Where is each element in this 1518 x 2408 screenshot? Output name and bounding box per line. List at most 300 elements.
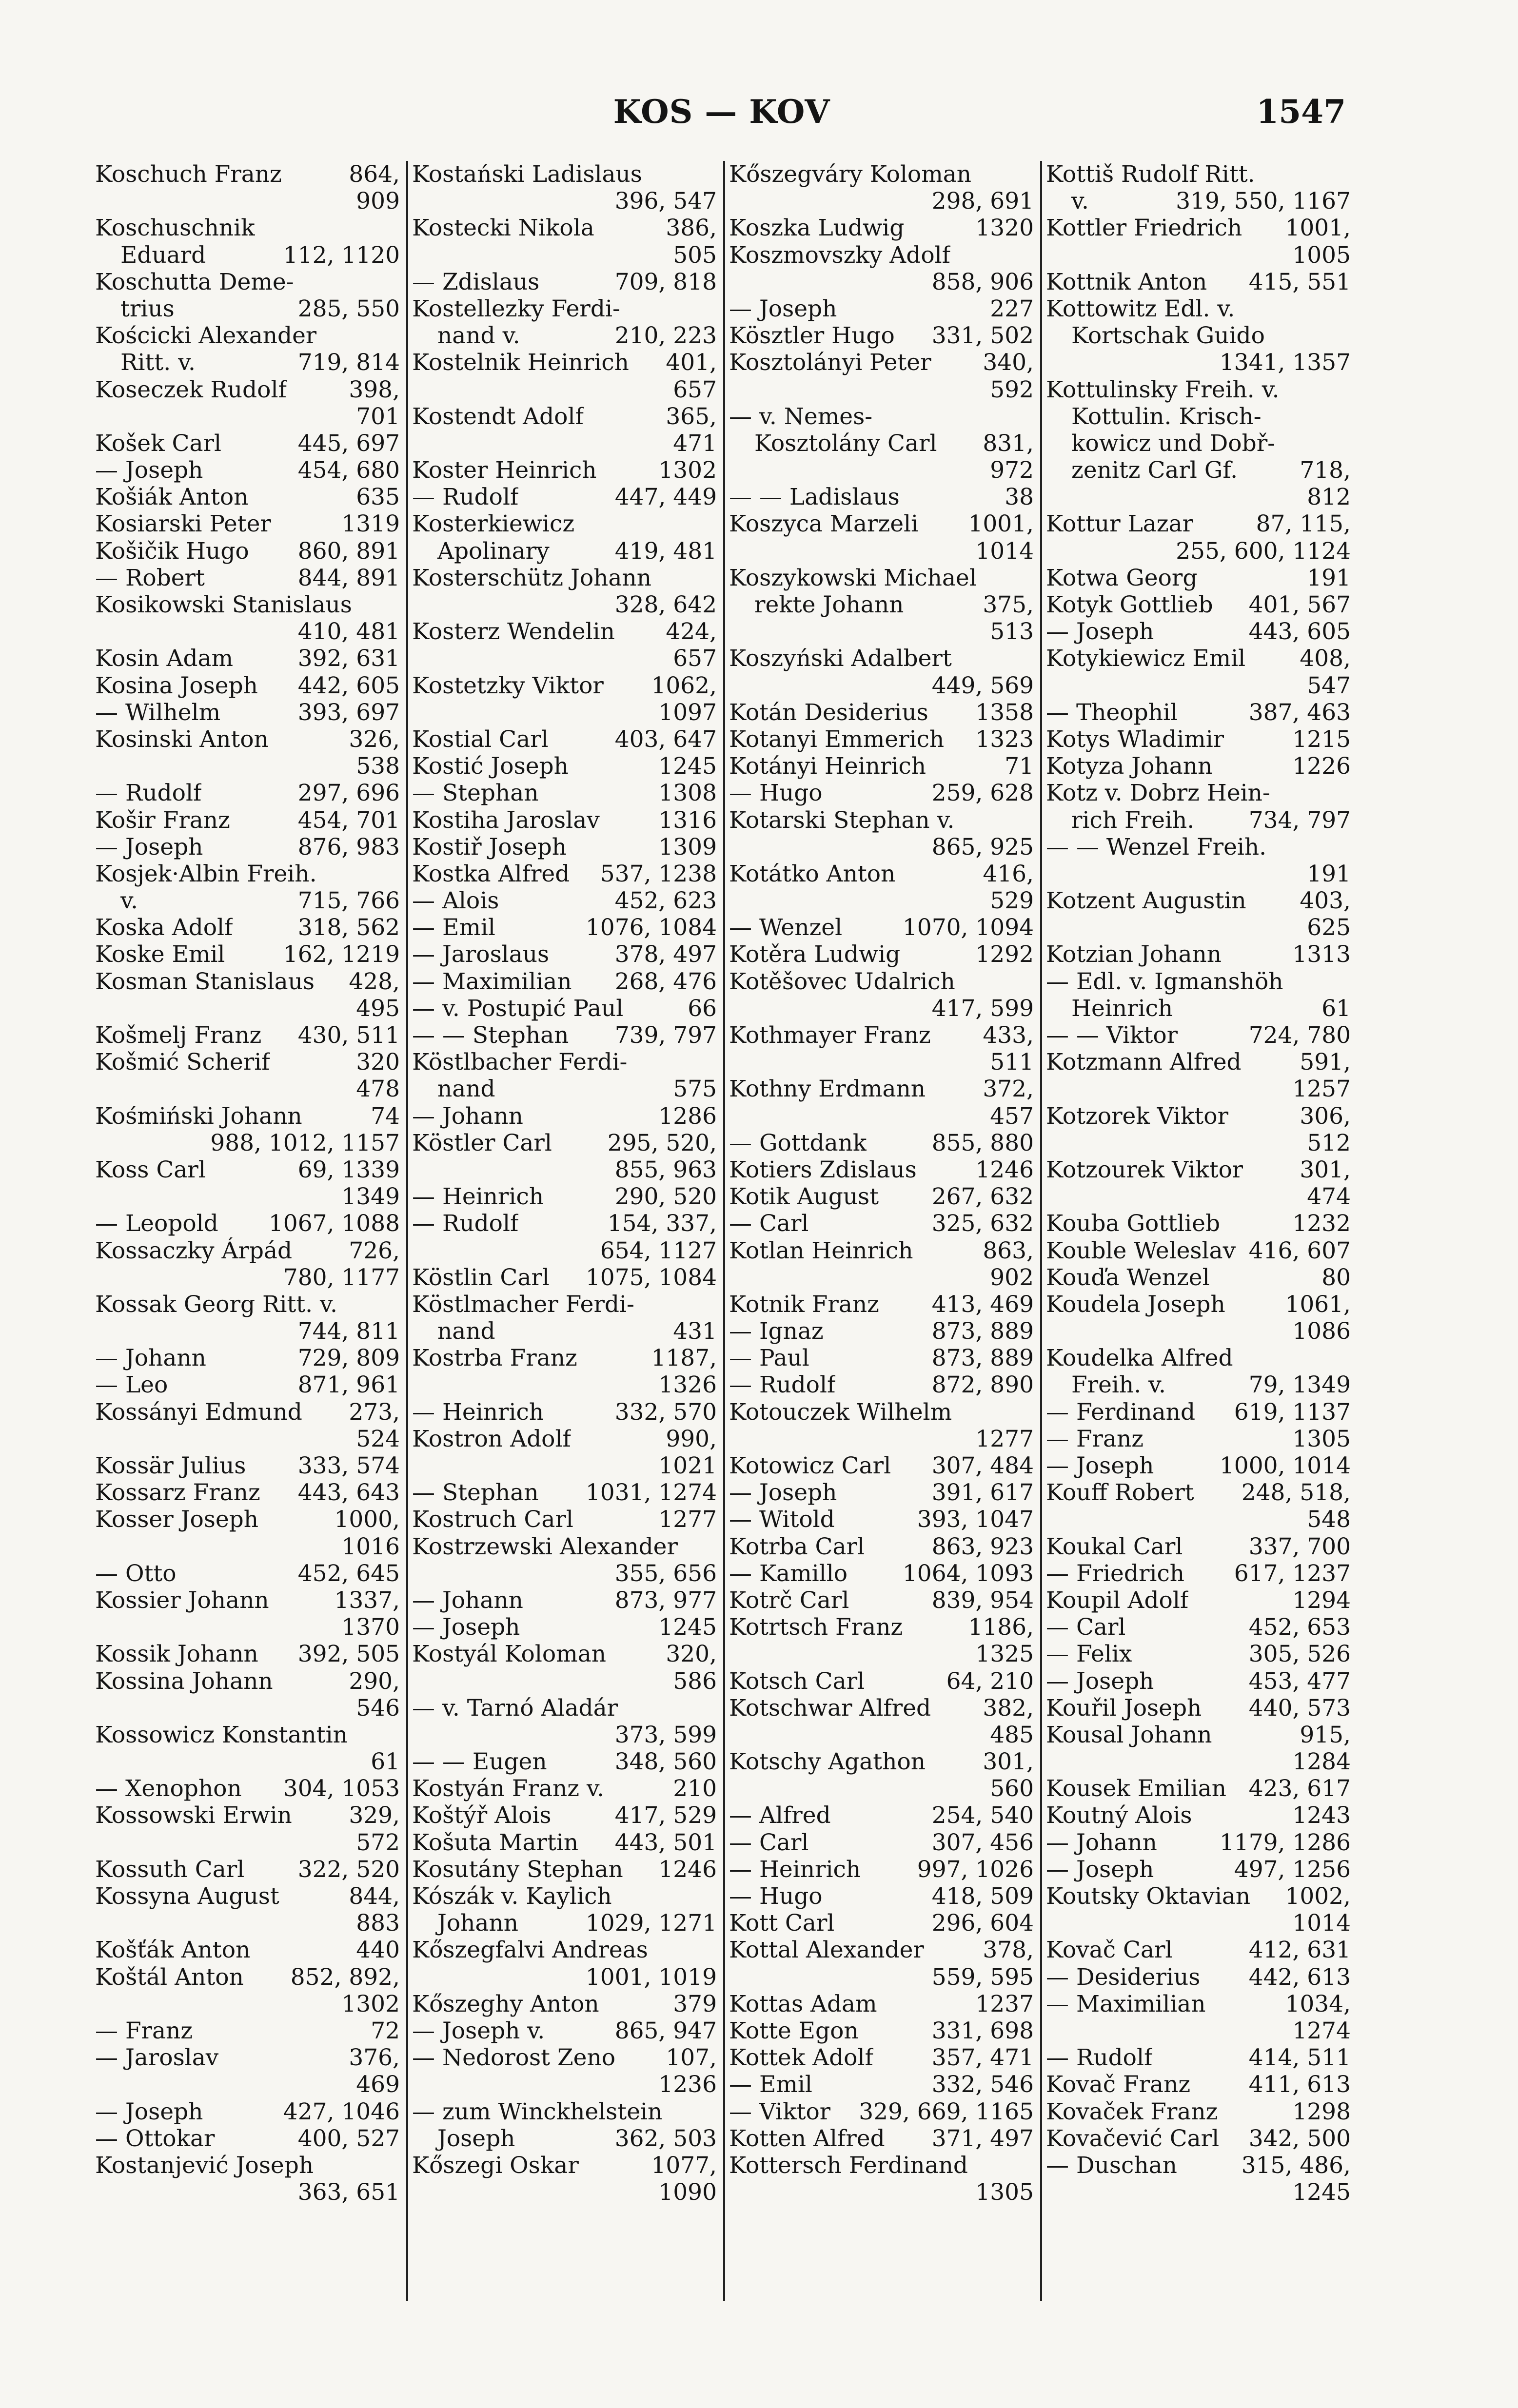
entry-name: Kossarz Franz xyxy=(95,1479,260,1507)
index-entry xyxy=(412,2044,717,2071)
entry-page-refs: 1021 xyxy=(658,1452,717,1479)
entry-name: Kottal Alexander xyxy=(729,1937,924,1964)
entry-page-refs: 619, 1137 xyxy=(1234,1398,1351,1426)
entry-page-refs: 726, xyxy=(349,1237,400,1264)
entry-page-refs: 417, 529 xyxy=(614,1802,717,1829)
entry-name: Kosterschütz Johann xyxy=(412,564,651,591)
index-entry xyxy=(729,807,1034,834)
index-entry xyxy=(1046,1049,1351,1076)
entry-name: Kottnik Anton xyxy=(1046,268,1207,295)
entry-name: — Jaroslav xyxy=(95,2044,219,2072)
index-entry-continuation xyxy=(95,1318,400,1345)
index-entry xyxy=(95,1371,400,1398)
entry-name: Kostetzky Viktor xyxy=(412,672,604,699)
entry-page-refs: 337, 700 xyxy=(1248,1533,1351,1560)
entry-page-refs: 296, 604 xyxy=(931,1910,1034,1937)
entry-page-refs: 447, 449 xyxy=(614,484,717,511)
entry-page-refs: 478 xyxy=(356,1076,400,1103)
entry-name: Kościcki Alexander xyxy=(95,322,317,350)
entry-name: Kosterz Wendelin xyxy=(412,618,615,646)
entry-page-refs: 428, xyxy=(349,968,400,995)
entry-name: — Rudolf xyxy=(95,780,202,807)
index-entry xyxy=(729,1318,1034,1345)
entry-name: Kostiha Jaroslav xyxy=(412,806,600,834)
index-entry xyxy=(729,1560,1034,1587)
entry-page-refs: 559, 595 xyxy=(931,1963,1034,1991)
index-entry xyxy=(95,510,400,537)
entry-page-refs: 990, xyxy=(666,1425,717,1452)
entry-name: Kotzourek Viktor xyxy=(1046,1156,1243,1183)
index-entry xyxy=(95,1856,400,1883)
index-entry-continuation xyxy=(412,1560,717,1587)
entry-name: — Joseph xyxy=(412,1614,520,1641)
entry-name: — v. Postupić Paul xyxy=(412,995,624,1022)
index-entry xyxy=(1046,1614,1351,1641)
column-divider xyxy=(406,161,408,2301)
index-entry xyxy=(1046,1587,1351,1614)
index-entry xyxy=(412,834,717,861)
index-entry xyxy=(729,753,1034,780)
entry-page-refs: 442, 613 xyxy=(1248,1963,1351,1991)
index-entry xyxy=(95,645,400,672)
entry-page-refs: 1077, xyxy=(651,2152,717,2179)
index-entry xyxy=(1046,565,1351,591)
index-entry xyxy=(412,1022,717,1049)
entry-page-refs: 413, 469 xyxy=(931,1291,1034,1318)
entry-name: Kosztolány Carl xyxy=(754,430,937,457)
entry-name: zenitz Carl Gf. xyxy=(1071,457,1238,484)
entry-page-refs: 69, 1339 xyxy=(297,1156,400,1183)
index-entry xyxy=(95,672,400,699)
index-entry-continuation xyxy=(1046,484,1351,510)
entry-page-refs: 400, 527 xyxy=(297,2125,400,2152)
index-entry-continuation xyxy=(1046,538,1351,565)
entry-page-refs: 744, 811 xyxy=(297,1318,400,1345)
entry-page-refs: 396, 547 xyxy=(614,188,717,215)
entry-page-refs: 657 xyxy=(673,376,717,403)
entry-page-refs: 386, xyxy=(666,215,717,242)
index-entry-continuation xyxy=(729,538,1034,565)
entry-name: Eduard xyxy=(120,241,206,269)
index-entry xyxy=(1046,834,1351,861)
entry-page-refs: 1313 xyxy=(1292,941,1351,968)
entry-name: Kostruch Carl xyxy=(412,1506,573,1533)
index-entry xyxy=(95,1506,400,1533)
entry-name: — Rudolf xyxy=(1046,2044,1153,2072)
entry-name: Kotátko Anton xyxy=(729,860,896,887)
entry-page-refs: 457 xyxy=(990,1102,1034,1130)
entry-page-refs: 1319 xyxy=(341,510,400,538)
entry-page-refs: 443, 605 xyxy=(1248,618,1351,646)
entry-page-refs: 1001, 1019 xyxy=(585,1963,717,1991)
entry-name: — — Wenzel Freih. xyxy=(1046,833,1267,861)
entry-name: Kostański Ladislaus xyxy=(412,161,642,188)
entry-page-refs: 295, 520, xyxy=(607,1129,717,1156)
entry-page-refs: 453, 477 xyxy=(1248,1667,1351,1695)
index-entry xyxy=(729,2125,1034,2152)
index-entry xyxy=(412,1883,717,1910)
index-entry-continuation xyxy=(412,591,717,618)
index-entry xyxy=(412,349,717,376)
entry-name: Koszyński Adalbert xyxy=(729,645,952,672)
index-entry-continuation xyxy=(95,2071,400,2098)
index-entry-continuation xyxy=(95,188,400,215)
index-entry-continuation xyxy=(1046,1748,1351,1775)
index-entry xyxy=(412,1183,717,1210)
entry-name: Kösztler Hugo xyxy=(729,322,895,350)
index-entry xyxy=(729,1156,1034,1183)
index-entry xyxy=(412,995,717,1022)
entry-name: Kotzmann Alfred xyxy=(1046,1049,1242,1076)
entry-name: Kouff Robert xyxy=(1046,1479,1194,1507)
index-entry xyxy=(95,968,400,995)
entry-name: Kotrč Carl xyxy=(729,1586,849,1614)
entry-name: Kottowitz Edl. v. xyxy=(1046,295,1235,322)
entry-page-refs: 495 xyxy=(356,995,400,1022)
entry-name: Koss Carl xyxy=(95,1156,206,1183)
entry-name: — Felix xyxy=(1046,1641,1132,1668)
index-entry xyxy=(1046,2071,1351,2098)
entry-name: — Maximilian xyxy=(1046,1990,1206,2017)
index-entry xyxy=(95,1587,400,1614)
entry-name: Koukal Carl xyxy=(1046,1533,1183,1560)
entry-page-refs: 724, 780 xyxy=(1248,1022,1351,1049)
entry-name: Kosin Adam xyxy=(95,645,234,672)
entry-page-refs: 1002, xyxy=(1285,1883,1351,1910)
index-entry xyxy=(729,322,1034,349)
index-entry xyxy=(412,161,717,188)
entry-name: Koske Emil xyxy=(95,941,225,968)
entry-page-refs: 719, 814 xyxy=(297,349,400,376)
entry-name: — Ignaz xyxy=(729,1318,824,1345)
index-entry xyxy=(95,1802,400,1829)
entry-page-refs: 883 xyxy=(356,1910,400,1937)
index-entry-continuation xyxy=(95,1264,400,1291)
index-entry xyxy=(1046,1695,1351,1722)
entry-name: Kotzent Augustin xyxy=(1046,887,1246,915)
entry-page-refs: 855, 880 xyxy=(931,1129,1034,1156)
entry-name: Koschuch Franz xyxy=(95,161,282,188)
entry-page-refs: 871, 961 xyxy=(297,1371,400,1399)
index-entry xyxy=(412,726,717,753)
index-entry-continuation xyxy=(729,1775,1034,1802)
entry-page-refs: 1316 xyxy=(658,806,717,834)
entry-name: Kottas Adam xyxy=(729,1990,877,2017)
entry-page-refs: 860, 891 xyxy=(297,537,400,565)
entry-page-refs: 391, 617 xyxy=(931,1479,1034,1507)
index-entry xyxy=(95,1345,400,1371)
entry-page-refs: 328, 642 xyxy=(614,591,717,618)
index-entry xyxy=(1046,1345,1351,1371)
entry-name: — Viktor xyxy=(729,2098,831,2125)
index-entry xyxy=(729,1991,1034,2017)
entry-name: rich Freih. xyxy=(1071,806,1195,834)
entry-name: Kosiarski Peter xyxy=(95,510,271,538)
entry-name: Ritt. v. xyxy=(120,349,196,376)
entry-name: Kószák v. Kaylich xyxy=(412,1883,612,1910)
index-entry xyxy=(412,753,717,780)
index-entry xyxy=(412,322,717,349)
index-entry xyxy=(95,1883,400,1910)
index-entry xyxy=(729,215,1034,241)
entry-name: Koszyca Marzeli xyxy=(729,510,919,538)
entry-name: — — Ladislaus xyxy=(729,484,900,511)
entry-name: — Stephan xyxy=(412,780,539,807)
index-entry xyxy=(412,2098,717,2125)
entry-name: Koštýř Alois xyxy=(412,1802,552,1829)
entry-page-refs: 414, 511 xyxy=(1248,2044,1351,2072)
entry-name: Köstlbacher Ferdi- xyxy=(412,1049,628,1076)
entry-page-refs: 87, 115, xyxy=(1256,510,1351,538)
index-entry xyxy=(729,941,1034,968)
index-entry xyxy=(1046,1668,1351,1695)
entry-page-refs: 452, 653 xyxy=(1248,1614,1351,1641)
entry-page-refs: 1309 xyxy=(658,833,717,861)
entry-page-refs: 1186, xyxy=(968,1614,1034,1641)
entry-page-refs: 329, xyxy=(349,1802,400,1829)
entry-name: Koutsky Oktavian xyxy=(1046,1883,1251,1910)
index-entry xyxy=(729,1829,1034,1856)
entry-name: Kotzorek Viktor xyxy=(1046,1102,1229,1130)
index-entry xyxy=(412,1210,717,1237)
entry-page-refs: 403, xyxy=(1300,887,1351,915)
entry-page-refs: 863, xyxy=(983,1237,1034,1264)
entry-name: v. xyxy=(120,887,138,915)
entry-page-refs: 1286 xyxy=(658,1102,717,1130)
entry-name: Kottek Adolf xyxy=(729,2044,873,2072)
entry-page-refs: 1323 xyxy=(975,725,1034,753)
index-entry xyxy=(412,510,717,537)
index-entry xyxy=(1046,1964,1351,1991)
index-entry xyxy=(729,349,1034,376)
entry-name: Kotyk Gottlieb xyxy=(1046,591,1213,618)
entry-name: Kostić Joseph xyxy=(412,753,569,780)
index-entry xyxy=(729,1022,1034,1049)
index-entry xyxy=(1046,1533,1351,1560)
index-entry xyxy=(1046,1291,1351,1318)
index-entry xyxy=(95,1937,400,1963)
entry-page-refs: 988, 1012, 1157 xyxy=(210,1129,400,1156)
entry-name: — Franz xyxy=(95,2017,193,2044)
entry-page-refs: 107, xyxy=(666,2044,717,2072)
entry-name: Kotyza Johann xyxy=(1046,753,1213,780)
entry-page-refs: 1277 xyxy=(658,1506,717,1533)
index-entry-continuation xyxy=(1046,672,1351,699)
entry-page-refs: 909 xyxy=(356,188,400,215)
entry-name: — v. Nemes- xyxy=(729,403,873,430)
index-entry xyxy=(1046,1210,1351,1237)
entry-page-refs: 505 xyxy=(673,241,717,269)
index-entry-continuation xyxy=(1046,914,1351,941)
entry-page-refs: 415, 551 xyxy=(1248,268,1351,295)
entry-name: Kottur Lazar xyxy=(1046,510,1194,538)
index-entry xyxy=(1046,1560,1351,1587)
index-entry xyxy=(1046,1426,1351,1452)
index-entry xyxy=(729,1371,1034,1398)
entry-page-refs: 617, 1237 xyxy=(1234,1560,1351,1587)
entry-page-refs: 423, 617 xyxy=(1248,1775,1351,1802)
entry-page-refs: 401, xyxy=(666,349,717,376)
index-entry xyxy=(729,1587,1034,1614)
entry-page-refs: 419, 481 xyxy=(614,537,717,565)
entry-page-refs: 307, 456 xyxy=(931,1829,1034,1856)
entry-name: Koutný Alois xyxy=(1046,1802,1192,1829)
index-entry-continuation xyxy=(95,753,400,780)
index-entry xyxy=(95,1479,400,1506)
index-entry xyxy=(1046,1722,1351,1748)
index-entry xyxy=(95,295,400,322)
entry-page-refs: 844, 891 xyxy=(297,564,400,591)
entry-name: Kostecki Nikola xyxy=(412,215,594,242)
entry-name: Kossowicz Konstantin xyxy=(95,1721,348,1748)
entry-page-refs: 560 xyxy=(990,1775,1034,1802)
entry-name: — Wilhelm xyxy=(95,699,221,726)
index-entry-continuation xyxy=(1046,1183,1351,1210)
entry-name: — v. Tarnó Aladár xyxy=(412,1694,618,1722)
entry-name: Kostendt Adolf xyxy=(412,403,584,430)
index-entry xyxy=(729,1183,1034,1210)
index-entry-continuation xyxy=(729,1722,1034,1748)
index-entry xyxy=(1046,1937,1351,1963)
entry-page-refs: 1245 xyxy=(1292,2179,1351,2206)
entry-name: Kotányi Heinrich xyxy=(729,753,927,780)
index-entry xyxy=(412,457,717,484)
entry-name: Kostyál Koloman xyxy=(412,1641,607,1668)
index-entry xyxy=(95,1452,400,1479)
index-entry-continuation xyxy=(95,1426,400,1452)
index-entry xyxy=(95,780,400,806)
index-entry xyxy=(729,430,1034,457)
running-head: KOS — KOV xyxy=(613,93,830,131)
index-entry xyxy=(1046,1479,1351,1506)
entry-name: — Joseph xyxy=(1046,1856,1154,1883)
index-entry xyxy=(1046,1802,1351,1829)
entry-page-refs: 1245 xyxy=(658,753,717,780)
index-entry-continuation xyxy=(412,1452,717,1479)
entry-name: Košťák Anton xyxy=(95,1937,251,1964)
entry-name: Košmić Scherif xyxy=(95,1049,270,1076)
entry-page-refs: 357, 471 xyxy=(931,2044,1034,2072)
entry-page-refs: 393, 1047 xyxy=(917,1506,1034,1533)
entry-page-refs: 1294 xyxy=(1292,1586,1351,1614)
entry-name: Joseph xyxy=(437,2125,515,2152)
index-entry xyxy=(412,2017,717,2044)
index-entry xyxy=(95,941,400,968)
entry-page-refs: 524 xyxy=(356,1425,400,1452)
entry-name: Kottulin. Krisch- xyxy=(1071,403,1262,430)
index-entry xyxy=(729,295,1034,322)
index-entry-continuation xyxy=(412,645,717,672)
entry-page-refs: 511 xyxy=(990,1049,1034,1076)
index-entry xyxy=(95,376,400,403)
index-entry xyxy=(1046,645,1351,672)
entry-page-refs: 1000, 1014 xyxy=(1219,1452,1351,1479)
entry-page-refs: 1284 xyxy=(1292,1748,1351,1776)
entry-page-refs: 445, 697 xyxy=(297,430,400,457)
index-entry xyxy=(1046,726,1351,753)
entry-name: nand xyxy=(437,1318,495,1345)
entry-page-refs: 376, xyxy=(349,2044,400,2072)
index-entry xyxy=(95,1641,400,1667)
index-column-4 xyxy=(1046,161,1351,2301)
index-entry xyxy=(412,1937,717,1963)
entry-page-refs: 1298 xyxy=(1292,2098,1351,2125)
index-entry xyxy=(1046,1641,1351,1667)
entry-page-refs: 546 xyxy=(356,1694,400,1722)
entry-name: Kostellezky Ferdi- xyxy=(412,295,620,322)
entry-name: — Franz xyxy=(1046,1425,1144,1452)
entry-name: Kotte Egon xyxy=(729,2017,859,2044)
entry-page-refs: 392, 631 xyxy=(297,645,400,672)
entry-name: — Kamillo xyxy=(729,1560,848,1587)
entry-page-refs: 1245 xyxy=(658,1614,717,1641)
entry-name: Kotlan Heinrich xyxy=(729,1237,913,1264)
entry-name: — Rudolf xyxy=(412,1210,519,1237)
index-entry xyxy=(412,1130,717,1156)
entry-name: Kossuth Carl xyxy=(95,1856,245,1883)
index-entry xyxy=(729,1506,1034,1533)
entry-page-refs: 734, 797 xyxy=(1248,806,1351,834)
index-entry xyxy=(1046,1022,1351,1049)
index-entry xyxy=(412,215,717,241)
index-entry xyxy=(95,2044,400,2071)
entry-name: — Joseph xyxy=(95,833,203,861)
entry-page-refs: 440, 573 xyxy=(1248,1694,1351,1722)
index-entry xyxy=(412,1829,717,1856)
entry-page-refs: 112, 1120 xyxy=(283,241,400,269)
index-entry xyxy=(1046,269,1351,295)
entry-page-refs: 1305 xyxy=(975,2179,1034,2206)
index-entry-continuation xyxy=(729,618,1034,645)
index-entry-continuation xyxy=(1046,1506,1351,1533)
index-entry xyxy=(1046,430,1351,457)
entry-page-refs: 873, 889 xyxy=(931,1318,1034,1345)
entry-name: Kőszegváry Koloman xyxy=(729,161,972,188)
index-entry xyxy=(95,1668,400,1695)
entry-name: Kośmiński Johann xyxy=(95,1102,302,1130)
entry-page-refs: 1064, 1093 xyxy=(902,1560,1034,1587)
entry-page-refs: 1034, xyxy=(1285,1990,1351,2017)
index-entry xyxy=(729,726,1034,753)
entry-name: — Carl xyxy=(1046,1614,1126,1641)
index-entry xyxy=(729,1668,1034,1695)
entry-page-refs: 452, 623 xyxy=(614,887,717,915)
entry-page-refs: 876, 983 xyxy=(297,833,400,861)
entry-name: nand xyxy=(437,1076,495,1103)
index-entry xyxy=(1046,215,1351,241)
index-entry xyxy=(95,2152,400,2179)
entry-name: Kosztolányi Peter xyxy=(729,349,931,376)
index-entry xyxy=(95,1156,400,1183)
entry-name: Kottler Friedrich xyxy=(1046,215,1242,242)
entry-page-refs: 729, 809 xyxy=(297,1345,400,1372)
index-entry xyxy=(729,1479,1034,1506)
entry-name: Koudela Joseph xyxy=(1046,1291,1225,1318)
index-entry-continuation xyxy=(412,430,717,457)
entry-page-refs: 416, 607 xyxy=(1248,1237,1351,1264)
entry-page-refs: 320, xyxy=(666,1641,717,1668)
index-entry xyxy=(729,510,1034,537)
page-header xyxy=(98,93,1346,137)
entry-page-refs: 1016 xyxy=(341,1533,400,1560)
index-entry xyxy=(95,2017,400,2044)
entry-name: Kouřil Joseph xyxy=(1046,1694,1202,1722)
entry-page-refs: 972 xyxy=(990,457,1034,484)
entry-page-refs: 154, 337, xyxy=(607,1210,717,1237)
entry-name: — Paul xyxy=(729,1345,809,1372)
index-entry xyxy=(412,1641,717,1667)
index-entry xyxy=(412,1426,717,1452)
